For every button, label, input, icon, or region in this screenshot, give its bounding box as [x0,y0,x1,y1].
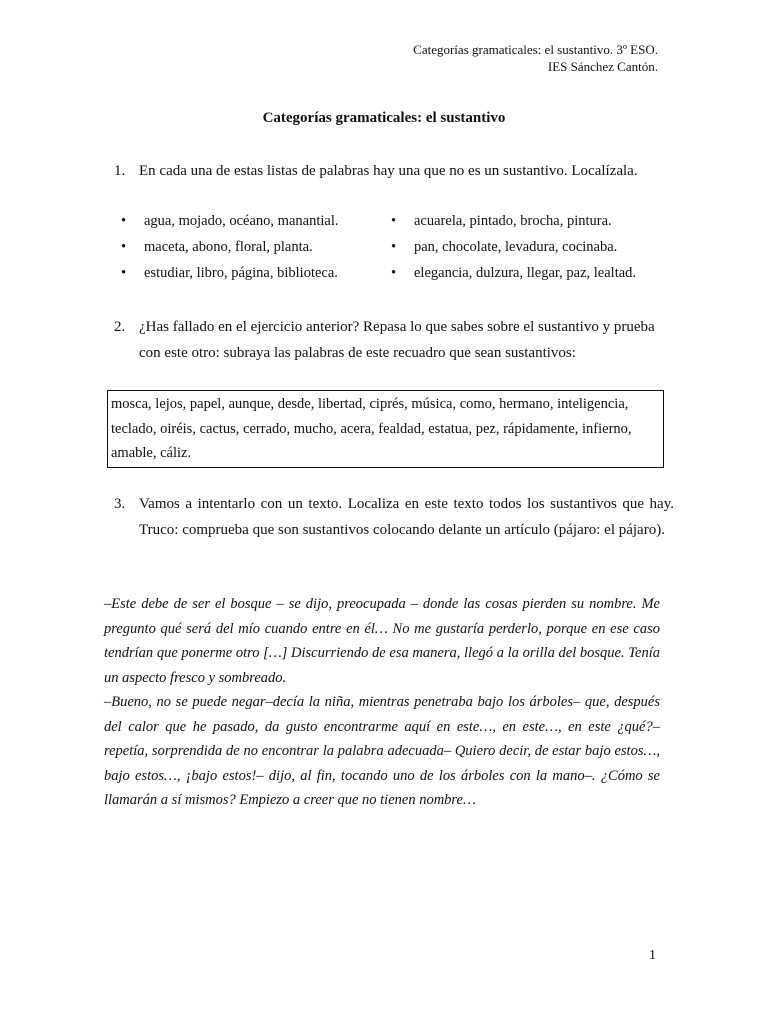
bullet-icon: • [121,265,127,281]
list-item: • acuarela, pintado, brocha, pintura. [389,208,636,234]
question-text: ¿Has fallado en el ejercicio anterior? Repasa lo que sabes sobre el sustantivo y prueba con este otro: subraya las palabras de este recuadro que sean sustantivos: [139,319,655,361]
question-number: 1. [114,163,126,179]
list-item: • maceta, abono, floral, planta. [119,234,338,260]
bullet-icon: • [121,239,127,255]
question-number: 2. [114,319,126,335]
page-header [258,41,658,75]
list-item: • estudiar, libro, página, biblioteca. [119,260,338,286]
bullet-icon: • [391,239,397,255]
question-number: 3. [114,496,126,512]
list-item: • agua, mojado, océano, manantial. [119,208,338,234]
bullet-icon: • [391,213,397,229]
story-paragraph: –Este debe de ser el bosque – se dijo, preocupada – donde las cosas pierden su nombre. Me pregunto qué será del mío cuando entre en él… No me gustaría perderlo, porque en ese caso tendrían que ponerme otro […] Discurriendo de esa manera, llegó a la orilla del bosque. Tenía un aspecto fresco y sombreado. [104,596,660,686]
list-item: • pan, chocolate, levadura, cocinaba. [389,234,636,260]
word-list-left [119,208,338,286]
question-text: Vamos a intentarlo con un texto. Localiza en este texto todos los sustantivos que hay. Truco: comprueba que son sustantivos colocando delante un artículo (pájaro: el pájaro). [139,496,674,538]
page-number: 1 [649,948,656,963]
question-text: En cada una de estas listas de palabras hay una que no es un sustantivo. Localízala. [139,163,638,179]
word-list-right [389,208,636,286]
header-line-1: Categorías gramaticales: el sustantivo. 3º ESO. [413,42,658,57]
header-line-2: IES Sánchez Cantón. [547,59,658,74]
bullet-icon: • [391,265,397,281]
story-paragraph: –Bueno, no se puede negar–decía la niña, mientras penetraba bajo los árboles– que, después del calor que he pasado, da gusto encontrarme aquí en este…, en este…, en este ¿qué?– repetía, sorprendida de no encontrar la palabra adecuada– Quiero decir, de estar bajo estos…, bajo estos…, ¡bajo estos!– dijo, al fin, tocando uno de los árboles con la mano–. ¿Cómo se llamarán a sí mismos? Empiezo a creer que no tienen nombre… [104,694,660,808]
bullet-icon: • [121,213,127,229]
list-item: • elegancia, dulzura, llegar, paz, lealtad. [389,260,636,286]
document-title: Categorías gramaticales: el sustantivo [262,110,506,126]
story-text [104,592,660,813]
word-box: mosca, lejos, papel, aunque, desde, libertad, ciprés, música, como, hermano, inteligencia, teclado, oiréis, cactus, cerrado, mucho, acera, fealdad, estatua, pez, rápidamente, infierno, amable, cáliz. [107,390,664,468]
